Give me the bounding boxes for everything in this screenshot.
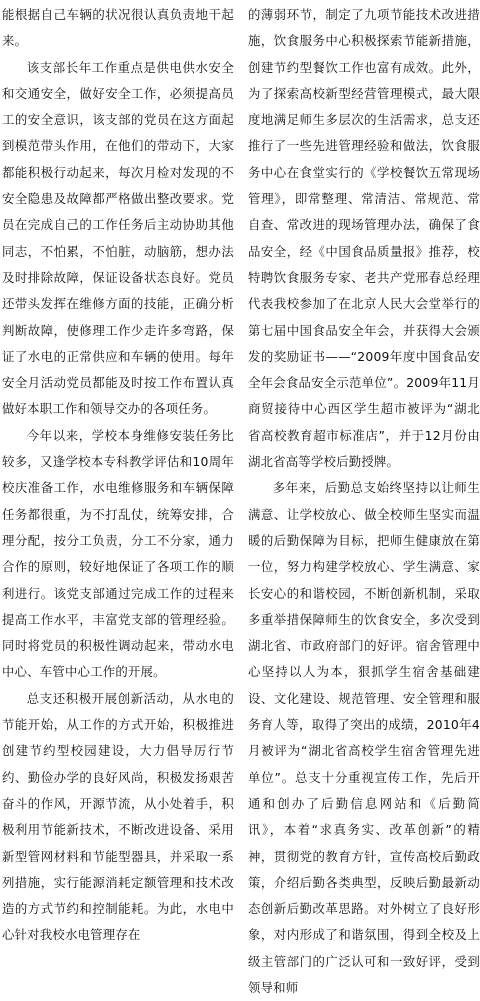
right-text-column [248,2,480,1001]
left-text-column [2,2,234,949]
paragraph: 多年来，后勤总支始终坚持以让师生满意、让学校放心、做全校师生坚实而温暖的后勤保障为目标，把师生健康放在第一位，努力构建学校放心、学生满意、家长安心的和谐校园，不断创新机制，采取多重举措保障师生的饮食安全，多次受到湖北省、市政府部门的好评。宿舍管理中心坚持以人为本，狠抓学生宿舍基础建设、文化建设、规范管理、安全管理和服务育人等，取得了突出的成绩，2010年4月被评为“湖北省高校学生宿舍管理先进单位”。总支十分重视宣传工作，先后开通和创办了后勤信息网站和《后勤简讯》，本着“求真务实、改革创新”的精神，贯彻党的教育方针，宣传高校后勤政策，介绍后勤各类典型，反映后勤最新动态创新后勤改革思路。对外树立了良好形象，对内形成了和谐氛围，得到全校及上级主管部门的广泛认可和一致好评，受到领导和师 [248,480,480,995]
paragraph: 的薄弱环节，制定了九项节能技术改进措施，饮食服务中心积极探索节能新措施，创建节约型餐饮工作也富有成效。此外，为了探索高校新型经营管理模式，最大限度地满足师生多层次的生活需求，总支还推行了一些先进管理经验和做法，饮食服务中心在食堂实行的《学校餐饮五常现场管理》，即常整理、常清洁、常规范、常自查、常改进的现场管理办法，确保了食品安全，经《中国食品质量报》推荐，校特聘饮食服务专家、老共产党邢春总经理代表我校参加了在北京人民大会堂举行的第七届中国食品安全年会，并获得大会颁发的奖励证书——“2009年度中国食品安全年会食品安全示范单位”。2009年11月商贸接待中心西区学生超市被评为“湖北省高校教育超市标准店”，并于12月份由湖北省高等学校后勤授牌。 [248,7,480,470]
paragraph: 总支还积极开展创新活动，从水电的节能开始，从工作的方式开始，积极推进创建节约型校园建设，大力倡导厉行节约、勤俭办学的良好风尚，积极发扬艰苦奋斗的作风，开源节流，从小处着手，积极利用节能新技术，不断改进设备、采用新型管网材料和节能型器具，并采取一系列措施，实行能源消耗定额管理和技术改造的方式节约和控制能耗。为此，水电中心针对我校水电管理存在 [2,690,234,943]
paragraph: 该支部长年工作重点是供电供水安全和交通安全，做好安全工作，必须提高员工的安全意识，该支部的党员在这方面起到模范带头作用，在他们的带动下，大家都能积极行动起来，每次月检对发现的不安全隐患及故障都严格做出整改要求。党员在完成自己的工作任务后主动协助其他同志，不怕累，不怕脏，动脑筋，想办法及时排除故障，保证设备状态良好。党员还带头发挥在维修方面的技能，正确分析判断故障，使修理工作少走许多弯路，保证了水电的正常供应和车辆的使用。每年安全月活动党员都能及时按工作布置认真做好本职工作和领导交办的各项任务。 [2,59,234,417]
paragraph: 今年以来，学校本身维修安装任务比较多，又逢学校本专科教学评估和10周年校庆准备工作，水电维修服务和车辆保障任务都很重，为不打乱仗，统筹安排，合理分配，按分工负责，分工不分家，通力合作的原则，较好地保证了各项工作的顺利进行。该党支部通过完成工作的过程来提高工作水平，丰富党支部的管理经验。同时将党员的积极性调动起来，带动水电中心、车管中心工作的开展。 [2,427,234,680]
paragraph: 能根据自己车辆的状况很认真负责地干起来。 [2,7,234,49]
